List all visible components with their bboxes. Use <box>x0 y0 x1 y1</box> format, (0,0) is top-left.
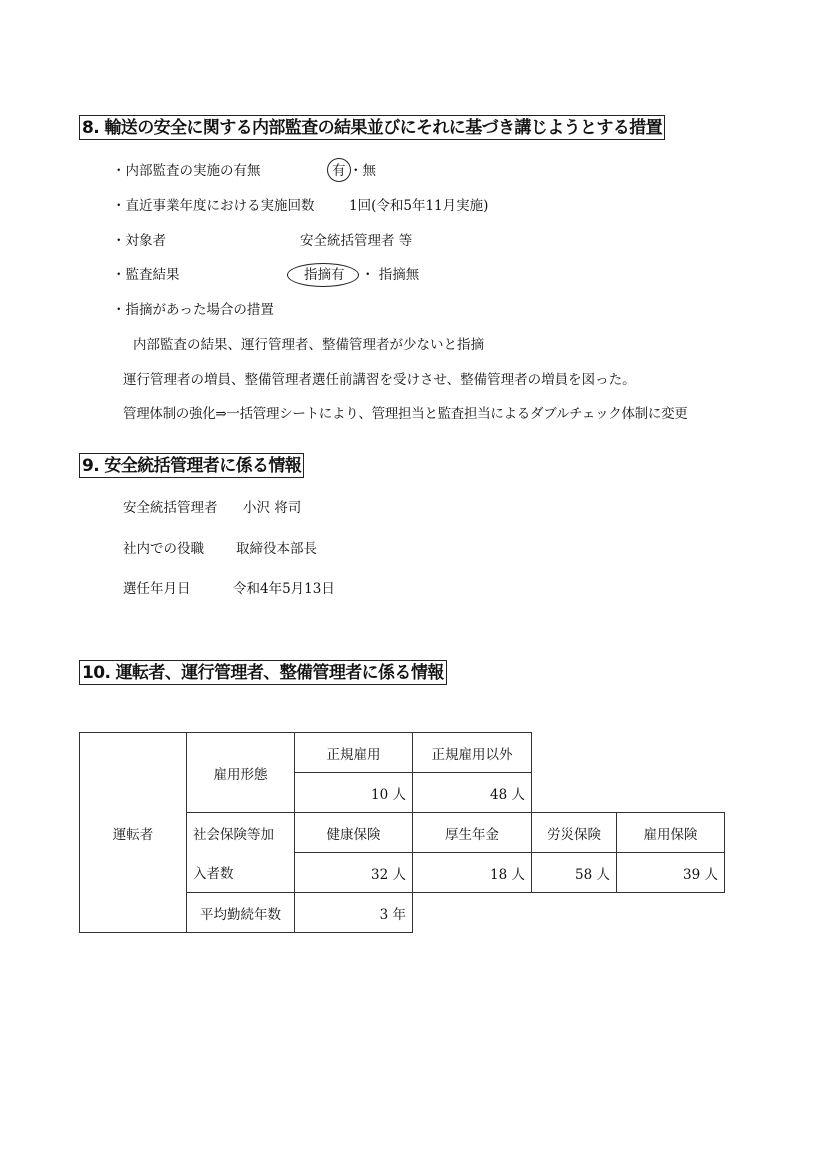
audit-target-label: ・対象者 <box>112 233 166 249</box>
appointment-date-value: 令和4年5月13日 <box>233 581 335 597</box>
average-tenure-value: 3 年 <box>295 893 413 933</box>
appointment-date-label: 選任年月日 <box>123 581 191 597</box>
empty-cell <box>532 733 725 773</box>
measure-line-2: 運行管理者の増員、整備管理者選任前講習を受けさせ、整備管理者の増員を図った。 <box>123 372 636 388</box>
audit-implementation-no: ・無 <box>349 163 376 179</box>
section10-heading: 10. 運転者、運行管理者、整備管理者に係る情報 <box>79 660 447 685</box>
audit-count-label: ・直近事業年度における実施回数 <box>112 198 315 214</box>
insurance-label-line1: 社会保険等加 <box>187 813 295 853</box>
safety-manager-label: 安全統括管理者 <box>123 500 218 516</box>
section9-heading: 9. 安全統括管理者に係る情報 <box>79 453 304 478</box>
average-tenure-label: 平均勤続年数 <box>187 893 295 933</box>
workers-comp-header: 労災保険 <box>532 813 617 853</box>
employment-insurance-count: 39 人 <box>617 853 725 893</box>
section8-heading: 8. 輸送の安全に関する内部監査の結果並びにそれに基づき講じようとする措置 <box>79 115 665 140</box>
non-regular-employment-header: 正規雇用以外 <box>413 733 532 773</box>
driver-label-cell: 運転者 <box>80 733 187 933</box>
measure-label: ・指摘があった場合の措置 <box>112 302 274 318</box>
regular-employment-header: 正規雇用 <box>295 733 413 773</box>
pension-count: 18 人 <box>413 853 532 893</box>
empty-cell <box>532 773 725 813</box>
position-value: 取締役本部長 <box>236 541 317 557</box>
audit-target-value: 安全統括管理者 等 <box>300 233 413 249</box>
pension-header: 厚生年金 <box>413 813 532 853</box>
audit-implementation-label: ・内部監査の実施の有無 <box>112 163 261 179</box>
audit-count-value: 1回(令和5年11月実施) <box>349 198 489 214</box>
employment-type-label: 雇用形態 <box>187 733 295 813</box>
audit-result-yes: 指摘有 <box>304 267 345 283</box>
insurance-label-line2: 入者数 <box>187 853 295 893</box>
employment-insurance-header: 雇用保険 <box>617 813 725 853</box>
non-regular-employment-count: 48 人 <box>413 773 532 813</box>
regular-employment-count: 10 人 <box>295 773 413 813</box>
health-insurance-header: 健康保険 <box>295 813 413 853</box>
measure-line-1: 内部監査の結果、運行管理者、整備管理者が少ないと指摘 <box>133 337 484 353</box>
audit-implementation-yes: 有 <box>332 163 346 179</box>
driver-info-table <box>79 732 725 933</box>
health-insurance-count: 32 人 <box>295 853 413 893</box>
position-label: 社内での役職 <box>123 541 204 557</box>
audit-result-no: ・ 指摘無 <box>361 267 420 283</box>
empty-cell <box>413 893 725 933</box>
workers-comp-count: 58 人 <box>532 853 617 893</box>
audit-result-label: ・監査結果 <box>112 267 180 283</box>
measure-line-3: 管理体制の強化⇒一括管理シートにより、管理担当と監査担当によるダブルチェック体制に変更 <box>123 406 688 422</box>
safety-manager-name: 小沢 将司 <box>243 500 302 516</box>
